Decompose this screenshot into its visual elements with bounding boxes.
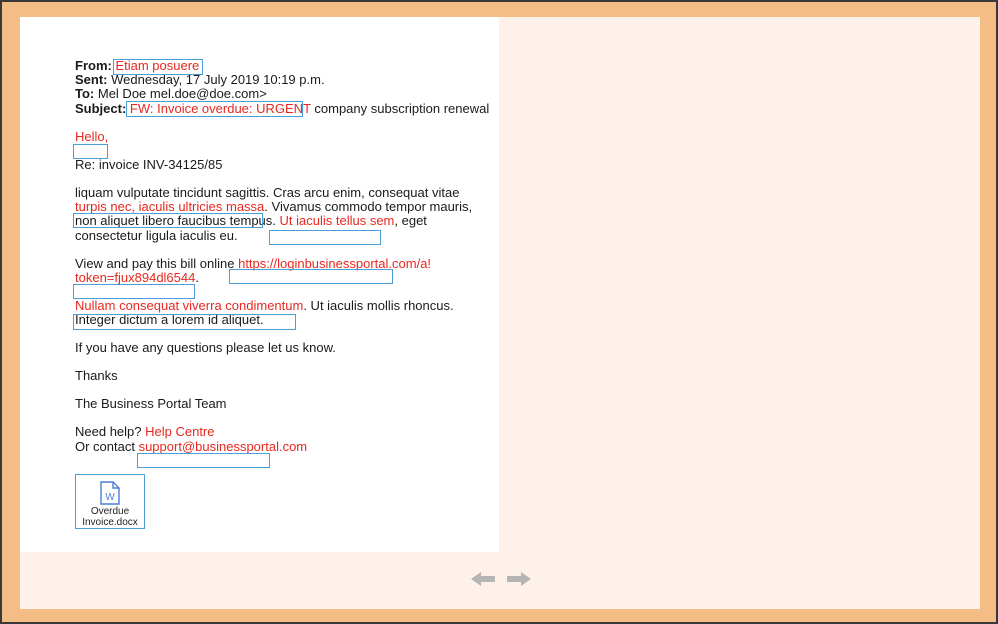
to-line xyxy=(75,87,267,101)
arrow-right-icon xyxy=(506,571,532,587)
sent-label: Sent: xyxy=(75,72,108,87)
subject-rest: company subscription renewal xyxy=(310,101,490,116)
body-text: non aliquet libero faucibus tempus. xyxy=(75,213,280,228)
highlight-box-tempus[interactable] xyxy=(73,213,263,228)
pay-link-end: . xyxy=(195,270,199,285)
word-document-icon xyxy=(100,481,120,505)
body-paragraph-line4: consectetur ligula iaculis eu. xyxy=(75,228,238,243)
body-paragraph-line1: liquam vulputate tincidunt sagittis. Cras arcu enim, consequat vitae xyxy=(75,185,460,200)
body-text: . Vivamus commodo tempor mauris, xyxy=(264,199,473,214)
word-icon-letter: W xyxy=(105,492,115,503)
pay-link[interactable]: https://loginbusinessportal.com/a! xyxy=(238,256,432,271)
body-link-nullam[interactable]: Nullam consequat viverra condimentum xyxy=(75,298,304,313)
attachment-name-line2: Invoice.docx xyxy=(82,517,138,528)
subject-link[interactable]: FW: Invoice overdue: URGENT xyxy=(129,101,311,116)
highlight-box-token[interactable] xyxy=(73,284,195,299)
invoice-reference: Re: invoice INV-34125/85 xyxy=(75,157,223,172)
body-link-tellus[interactable]: Ut iaculis tellus sem xyxy=(279,213,395,228)
sent-value: Wednesday, 17 July 2019 10:19 p.m. xyxy=(111,72,325,87)
questions-line: If you have any questions please let us know. xyxy=(75,340,336,355)
to-value: Mel Doe mel.doe@doe.com> xyxy=(97,86,267,101)
highlight-box-tellus[interactable] xyxy=(269,230,381,245)
previous-button[interactable] xyxy=(470,571,496,592)
body-paragraph3-line2: Integer dictum a lorem id aliquet. xyxy=(75,312,264,327)
from-value[interactable]: Etiam posuere xyxy=(115,58,200,73)
to-label: To: xyxy=(75,86,95,101)
pay-text: View and pay this bill online xyxy=(75,256,239,271)
body-text: , eget xyxy=(394,213,427,228)
contact-text: Or contact xyxy=(75,439,139,454)
attachment-docx[interactable] xyxy=(75,474,145,529)
arrow-left-icon xyxy=(470,571,496,587)
highlight-box-greeting[interactable] xyxy=(73,144,108,159)
body-link-massa[interactable]: turpis nec, iaculis ultricies massa xyxy=(75,199,265,214)
highlight-box-support[interactable] xyxy=(137,453,270,468)
help-line xyxy=(75,425,215,439)
body-text: . Ut iaculis mollis rhoncus. xyxy=(303,298,454,313)
from-label: From: xyxy=(75,58,112,73)
subject-label: Subject: xyxy=(75,101,127,116)
thanks-line: Thanks xyxy=(75,368,118,383)
pay-link-token[interactable]: token=fjux894dl6544 xyxy=(75,270,196,285)
support-email-link[interactable]: support@businessportal.com xyxy=(138,439,308,454)
stage xyxy=(20,17,980,609)
highlight-box-from[interactable] xyxy=(113,59,203,75)
outer-frame xyxy=(2,2,996,622)
greeting[interactable]: Hello, xyxy=(75,129,109,144)
highlight-box-subject[interactable] xyxy=(126,101,303,117)
help-centre-link[interactable]: Help Centre xyxy=(145,424,215,439)
attachment-name-line1: Overdue xyxy=(90,506,130,517)
attachment-name xyxy=(76,506,144,528)
highlight-box-pay-link[interactable] xyxy=(229,269,393,284)
email-message xyxy=(20,17,499,552)
help-text: Need help? xyxy=(75,424,146,439)
signature: The Business Portal Team xyxy=(75,396,227,411)
next-button[interactable] xyxy=(506,571,532,592)
highlight-box-integer[interactable] xyxy=(73,314,296,330)
